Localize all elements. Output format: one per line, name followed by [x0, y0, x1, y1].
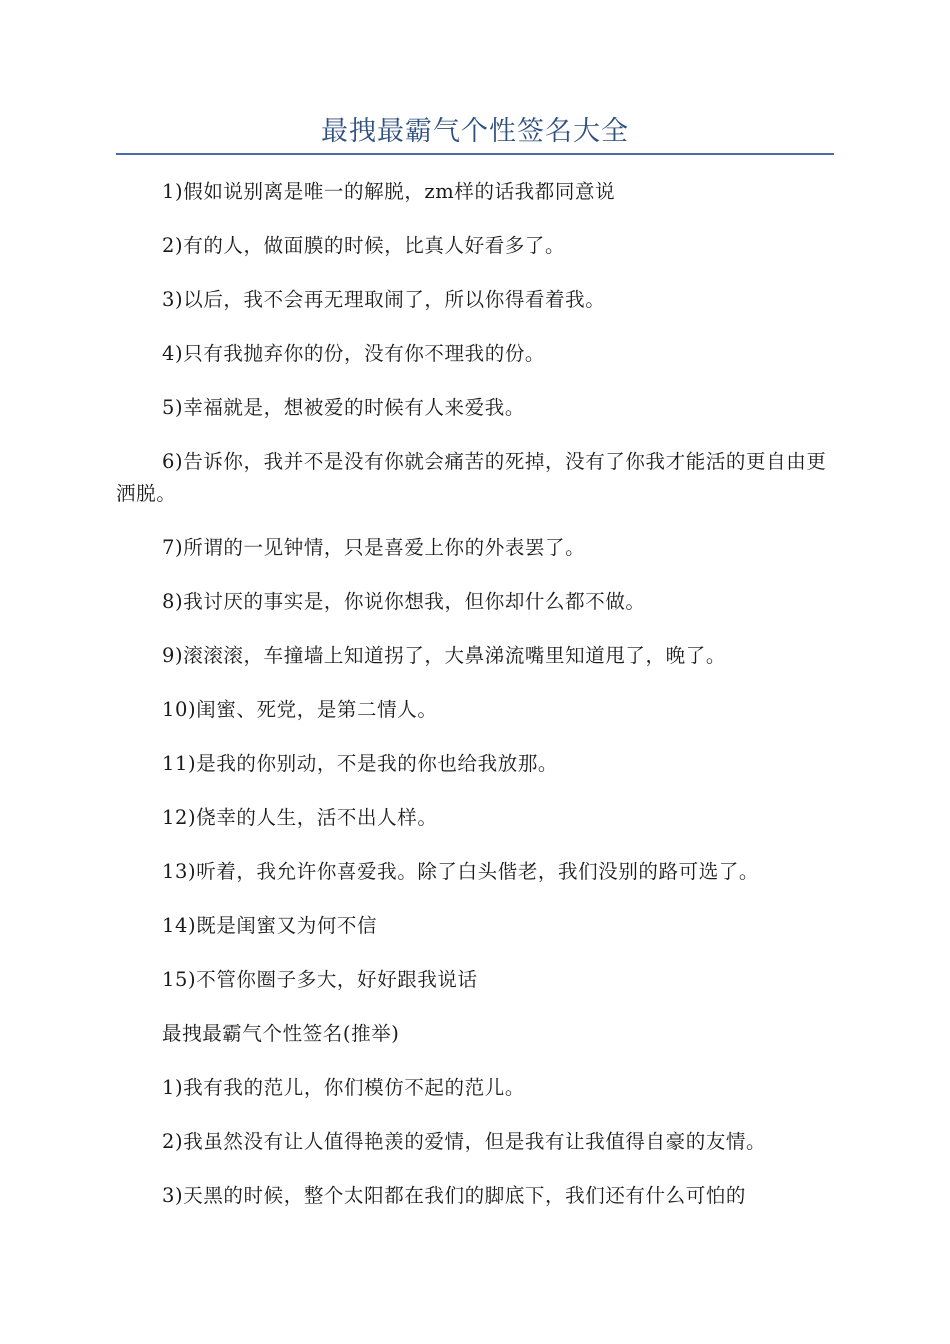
- paragraph: 3)天黑的时候，整个太阳都在我们的脚底下，我们还有什么可怕的: [162, 1184, 747, 1207]
- document-body: [116, 176, 834, 1234]
- paragraph: 10)闺蜜、死党，是第二情人。: [162, 698, 438, 721]
- title-underline: [116, 153, 834, 155]
- paragraph: 2)有的人，做面膜的时候，比真人好看多了。: [162, 234, 566, 257]
- paragraph: 1)假如说别离是唯一的解脱，zm样的话我都同意说: [162, 180, 616, 203]
- paragraph: 3)以后，我不会再无理取闹了，所以你得看着我。: [162, 288, 606, 311]
- paragraph: 6)告诉你，我并不是没有你就会痛苦的死掉，没有了你我才能活的更自由更洒脱。: [116, 450, 827, 505]
- paragraph: 1)我有我的范儿，你们模仿不起的范儿。: [162, 1076, 525, 1099]
- paragraph: 2)我虽然没有让人值得艳羡的爱情，但是我有让我值得自豪的友情。: [162, 1130, 767, 1153]
- paragraph: 15)不管你圈子多大，好好跟我说话: [162, 968, 478, 991]
- paragraph: 13)听着，我允许你喜爱我。除了白头偕老，我们没别的路可选了。: [162, 860, 760, 883]
- section-heading: 最拽最霸气个性签名(推举): [162, 1022, 400, 1045]
- paragraph: 5)幸福就是，想被爱的时候有人来爱我。: [162, 396, 525, 419]
- paragraph: 14)既是闺蜜又为何不信: [162, 914, 378, 937]
- paragraph: 7)所谓的一见钟情，只是喜爱上你的外表罢了。: [162, 536, 586, 559]
- paragraph: 4)只有我抛弃你的份，没有你不理我的份。: [162, 342, 546, 365]
- document-title: 最拽最霸气个性签名大全: [321, 116, 629, 147]
- paragraph: 11)是我的你别动，不是我的你也给我放那。: [162, 752, 559, 775]
- paragraph: 8)我讨厌的事实是，你说你想我，但你却什么都不做。: [162, 590, 646, 613]
- paragraph: 9)滚滚滚，车撞墙上知道拐了，大鼻涕流嘴里知道甩了，晚了。: [162, 644, 726, 667]
- paragraph: 12)侥幸的人生，活不出人样。: [162, 806, 438, 829]
